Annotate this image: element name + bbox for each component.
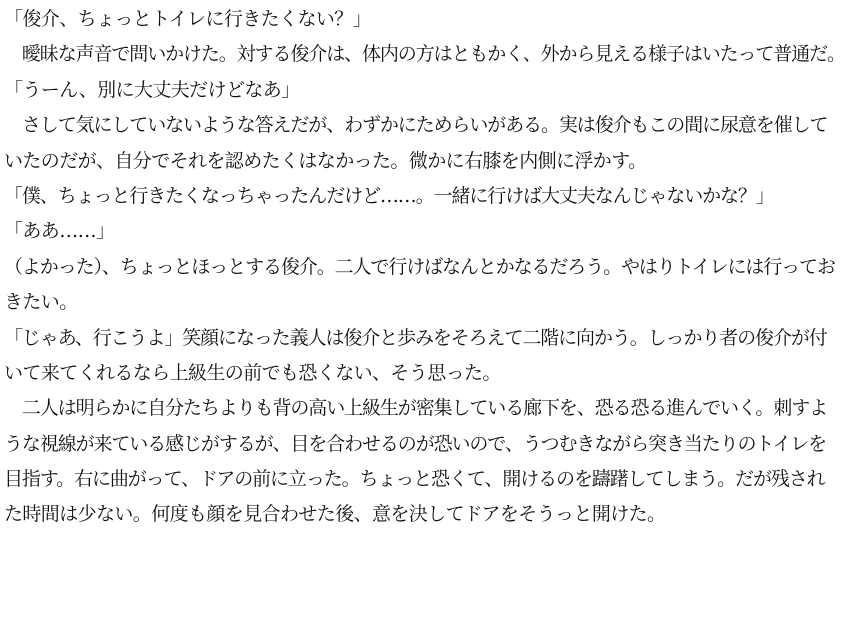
text-line: 二人は明らかに自分たちよりも背の高い上級生が密集している廊下を、恐る恐る進んでいく。刺すよ <box>4 397 828 420</box>
text-line: 「俊介、ちょっとトイレに行きたくない？」 <box>4 8 372 30</box>
text-line: うな視線が来ている感じがするが、目を合わせるのが恐いので、うつむきながら突き当たりのトイレを <box>4 432 827 455</box>
text-line: 「うーん、別に大丈夫だけどなあ」 <box>4 78 300 101</box>
text-line: さして気にしていないような答えだが、わずかにためらいがある。実は俊介もこの間に尿意を催して <box>4 114 828 137</box>
text-line: （よかった）、ちょっとほっとする俊介。二人で行けばなんとかなるだろう。やはりトイレには行ってお <box>4 255 835 278</box>
text-line: 「僕、ちょっと行きたくなっちゃったんだけど……。一緒に行けば大丈夫なんじゃないかな？」 <box>4 184 774 207</box>
text-line: 曖昧な声音で問いかけた。対する俊介は、体内の方はともかく、外から見える様子はいたって普通だ。 <box>4 43 845 66</box>
text-line: きたい。 <box>4 291 78 314</box>
text-line: た時間は少ない。何度も顔を見合わせた後、意を決してドアをそうっと開けた。 <box>4 503 666 526</box>
text-line: 目指す。右に曲がって、ドアの前に立った。ちょっと恐くて、開けるのを躊躇してしまう。だが残され <box>4 468 825 491</box>
text-line: 「じゃあ、行こうよ」笑顔になった義人は俊介と歩みをそろえて二階に向かう。しっかり者の俊介が付 <box>4 326 827 349</box>
text-line: 「ああ……」 <box>4 220 115 243</box>
text-line: いたのだが、自分でそれを認めたくはなかった。微かに右膝を内側に浮かす。 <box>4 149 647 172</box>
text-line: いて来てくれるなら上級生の前でも恐くない、そう思った。 <box>4 361 501 384</box>
